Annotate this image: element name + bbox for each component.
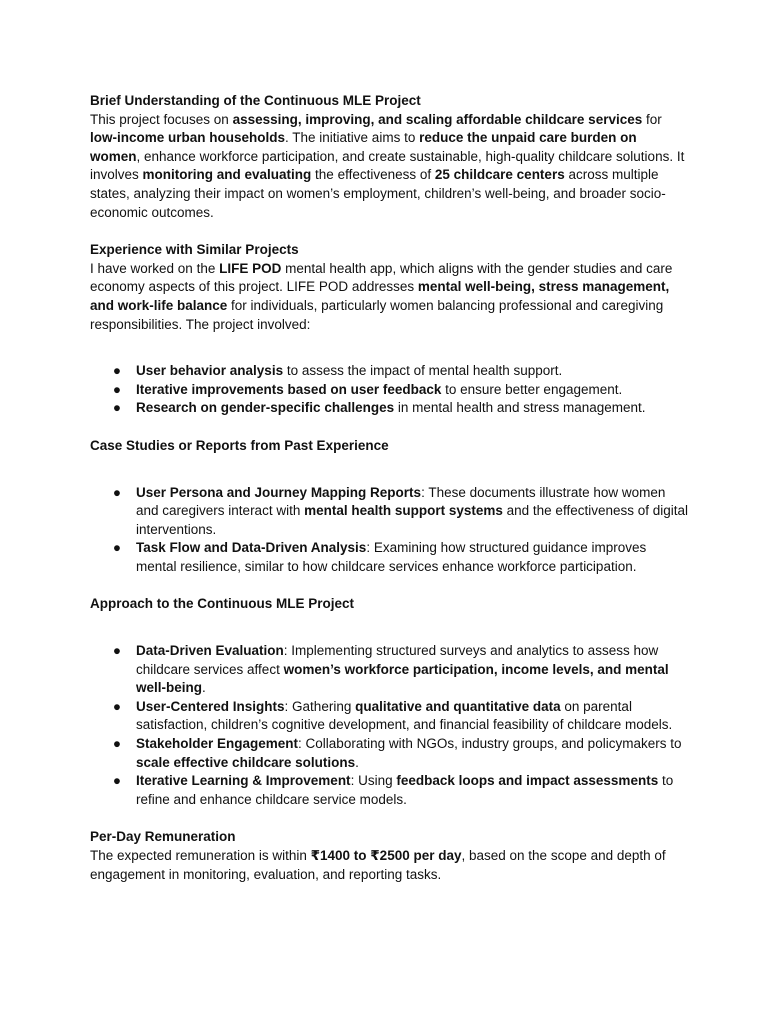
bullet-icon: ● xyxy=(112,773,122,789)
bold-text: mental well-being, stress management, and work-life balance xyxy=(90,279,670,313)
list-item: ● Stakeholder Engagement: Collaborating with NGOs, industry groups, and policymakers to scale effective childcare solutions. xyxy=(112,736,682,770)
bold-text: feedback loops and impact assessments xyxy=(396,773,659,789)
bold-text: User behavior analysis xyxy=(136,363,284,379)
list-item: ● Iterative Learning & Improvement: Using feedback loops and impact assessments to refine and enhance childcare service models. xyxy=(112,773,674,807)
bold-text: Task Flow and Data-Driven Analysis xyxy=(136,540,367,556)
bullet-icon: ● xyxy=(112,484,122,500)
bold-text: ₹1400 to ₹2500 per day xyxy=(310,848,462,863)
section-paragraph: This project focuses on assessing, improving, and scaling affordable childcare services for low-income urban households. The initiative aims to reduce the unpaid care burden on women, enhance workforce participation, and create sustainable, high-quality childcare solutions. It involves monitoring and evaluating the effectiveness of 25 childcare centers across multiple states, analyzing their impact on women’s employment, children’s well-being, and broader socio-economic outcomes. xyxy=(90,111,685,220)
bold-text: mental health support systems xyxy=(304,503,503,519)
bold-text: monitoring and evaluating xyxy=(142,167,312,183)
list-item: ● Task Flow and Data-Driven Analysis: Examining how structured guidance improves mental resilience, similar to how childcare services enhance workforce participation. xyxy=(112,540,647,574)
bold-text: Iterative Learning & Improvement xyxy=(136,773,351,789)
bold-text: Research on gender-specific challenges xyxy=(136,400,395,416)
section-heading-remuneration: Per-Day Remuneration xyxy=(90,829,236,845)
bold-text: User-Centered Insights xyxy=(136,698,285,714)
bold-text: qualitative and quantitative data xyxy=(355,698,561,714)
bullet-icon: ● xyxy=(112,381,122,397)
section-paragraph: I have worked on the LIFE POD mental health app, which aligns with the gender studies and care economy aspects of this project. LIFE POD addresses mental well-being, stress management, and work-life balance for individuals, particularly women balancing professional and caregiving responsibilities. The project involved: xyxy=(90,260,673,332)
bullet-list xyxy=(90,362,690,418)
bullet-icon: ● xyxy=(112,736,122,752)
bullet-icon: ● xyxy=(112,400,122,416)
list-item: ● Data-Driven Evaluation: Implementing structured surveys and analytics to assess how childcare services affect women’s workforce participation, income levels, and mental well-being. xyxy=(112,643,669,696)
bold-text: assessing, improving, and scaling affordable childcare services xyxy=(232,111,643,127)
bold-text: women’s workforce participation, income levels, and mental well-being xyxy=(136,661,669,696)
bold-text: reduce the unpaid care burden on women xyxy=(90,130,637,164)
section-heading-similar-projects: Experience with Similar Projects xyxy=(90,242,299,258)
list-item: ● User Persona and Journey Mapping Reports: These documents illustrate how women and caregivers interact with mental health support systems and the effectiveness of digital interventions. xyxy=(112,484,689,537)
section-heading-approach: Approach to the Continuous MLE Project xyxy=(90,596,354,612)
list-item: ● Iterative improvements based on user feedback to ensure better engagement. xyxy=(90,381,690,400)
bullet-icon: ● xyxy=(112,643,122,659)
bold-text: 25 childcare centers xyxy=(434,167,565,183)
document-body xyxy=(90,92,690,884)
list-item: ● User-Centered Insights: Gathering qualitative and quantitative data on parental satisfaction, children’s cognitive development, and financial feasibility of childcare models. xyxy=(112,698,673,733)
bold-text: scale effective childcare solutions xyxy=(136,754,356,770)
section-heading-case-studies: Case Studies or Reports from Past Experience xyxy=(90,437,389,453)
bold-text: Iterative improvements based on user feedback xyxy=(136,381,442,397)
bullet-list xyxy=(90,484,690,577)
bold-text: Data-Driven Evaluation xyxy=(136,643,284,659)
section-heading-mle-understanding: Brief Understanding of the Continuous MLE Project xyxy=(90,93,421,108)
section-paragraph: The expected remuneration is within ₹1400 to ₹2500 per day, based on the scope and depth of engagement in monitoring, evaluation, and reporting tasks. xyxy=(90,848,666,882)
bullet-icon: ● xyxy=(112,698,122,714)
bullet-list xyxy=(90,642,690,809)
bold-text: LIFE POD xyxy=(219,260,282,276)
list-item: ● User behavior analysis to assess the impact of mental health support. xyxy=(90,362,690,381)
bold-text: low-income urban households xyxy=(90,130,286,146)
bullet-icon: ● xyxy=(112,363,122,379)
list-item: ● Research on gender-specific challenges in mental health and stress management. xyxy=(90,399,690,418)
bold-text: Stakeholder Engagement xyxy=(136,736,299,752)
bullet-icon: ● xyxy=(112,540,122,556)
bold-text: User Persona and Journey Mapping Reports xyxy=(136,484,422,500)
